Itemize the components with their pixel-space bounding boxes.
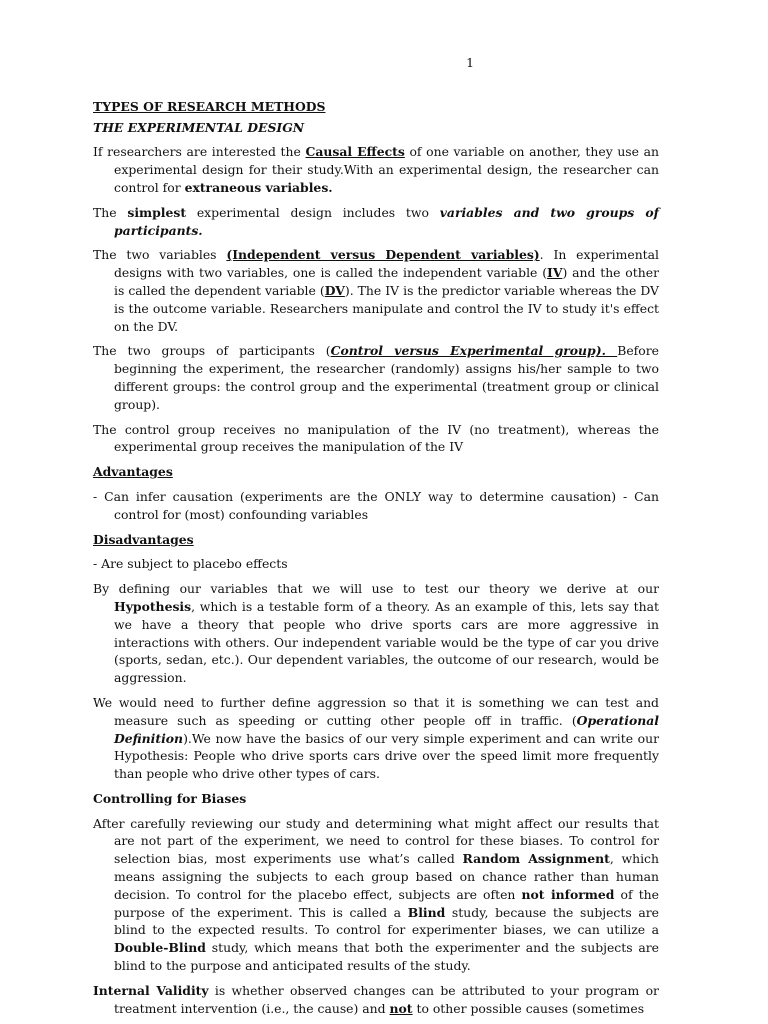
paragraph-two-groups: The two groups of participants (Control versus Experimental group). Before beginning the experiment, the researcher (randomly) assigns his/her sample to two different groups: the control group and the experimental (treatment group or clinical group). — [93, 343, 659, 412]
paragraph-hypothesis: By defining our variables that we will use to test our theory we derive at our Hypothesis, which is a testable form of a theory. As an example of this, lets say that we have a theory that people who drive sports cars are more aggressive in interactions with others. Our independent variable would be the type of car you drive (sports, sedan, etc.). Our dependent variables, the outcome of our research, would be aggression. — [93, 581, 659, 686]
page-number: 1 — [466, 55, 474, 70]
advantages-heading: Advantages — [93, 464, 173, 480]
document-page — [93, 54, 659, 1024]
disadvantages-list: - Are subject to placebo effects — [93, 556, 288, 572]
paragraph-causal-effects: If researchers are interested the Causal Effects of one variable on another, they use an experimental design for their study.With an experimental design, the researcher can control for extraneous variables. — [93, 144, 659, 195]
controlling-biases-heading: Controlling for Biases — [93, 790, 247, 806]
paragraph-control-group: The control group receives no manipulation of the IV (no treatment), whereas the experimental group receives the manipulation of the IV — [93, 421, 659, 455]
paragraph-controlling-biases: After carefully reviewing our study and determining what might affect our results that are not part of the experiment, we need to control for these biases. To control for selection bias, most experiments use what’s called Random Assignment, which means assigning the subjects to each group based on chance rather than human decision. To control for the placebo effect, subjects are often not informed of the purpose of the experiment. This is called a Blind study, because the subjects are blind to the expected results. To control for experimenter biases, we can utilize a Double-Blind study, which means that both the experimenter and the subjects are blind to the purpose and anticipated results of the study. — [93, 815, 659, 974]
document-title: TYPES OF RESEARCH METHODS — [93, 98, 326, 114]
paragraph-simplest-design: The simplest experimental design includes two variables and two groups of participants. — [93, 204, 660, 238]
paragraph-two-variables: The two variables (Independent versus Dependent variables). In experimental designs with two variables, one is called the independent variable (IV) and the other is called the dependent variable (DV). The IV is the predictor variable whereas the DV is the outcome variable. Researchers manipulate and control the IV to study it's effect on the DV. — [93, 247, 660, 334]
advantages-list: - Can infer causation (experiments are the ONLY way to determine causation) - Can control for (most) confounding variables — [93, 488, 659, 522]
disadvantages-heading: Disadvantages — [93, 531, 194, 547]
paragraph-internal-validity: Internal Validity is whether observed changes can be attributed to your program or treatment intervention (i.e., the cause) and not to other possible causes (sometimes — [93, 982, 659, 1016]
paragraph-operational-definition: We would need to further define aggression so that it is something we can test and measure such as speeding or cutting other people off in traffic. (Operational Definition).We now have the basics of our very simple experiment and can write our Hypothesis: People who drive sports cars drive over the speed limit more frequently than people who drive other types of cars. — [93, 694, 659, 782]
section-title-experimental-design: THE EXPERIMENTAL DESIGN — [93, 119, 305, 135]
